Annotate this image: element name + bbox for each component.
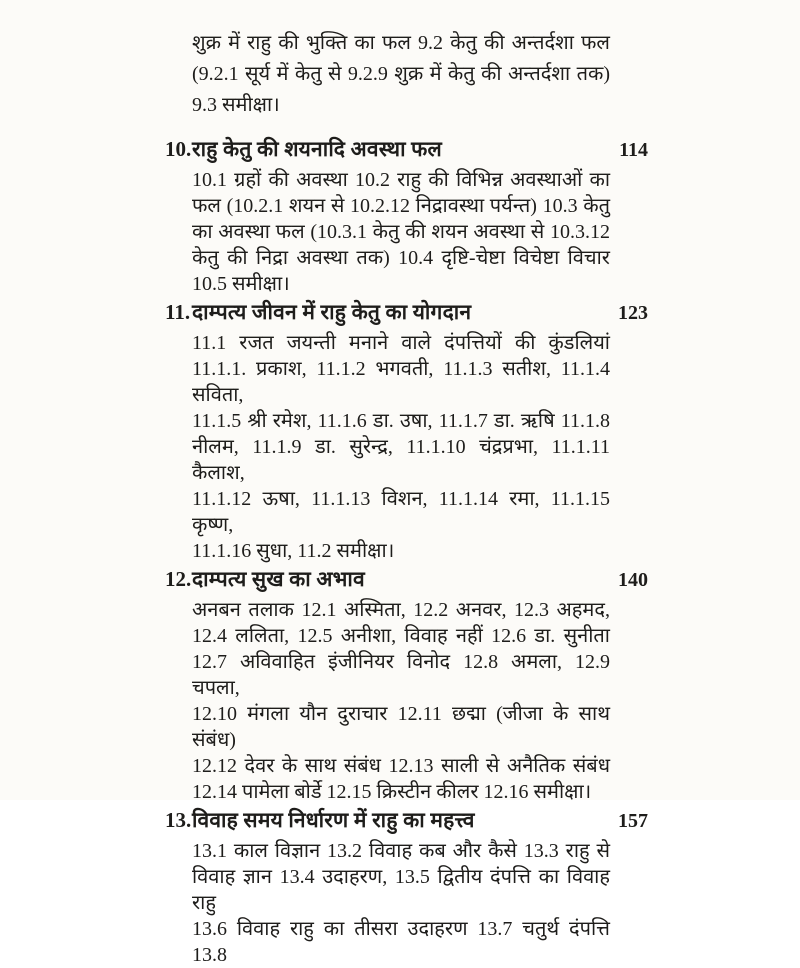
text-line: 9.3 समीक्षा। (192, 94, 280, 116)
chapter-subsections (192, 330, 610, 564)
chapter-number: 12. (165, 567, 192, 591)
text-line: केतु की निद्रा अवस्था तक) 10.4 दृष्टि-चेष्टा विचेष्टा विचार (192, 247, 610, 269)
toc-entry-heading (165, 566, 648, 594)
text-line: फल (10.2.1 शयन से 10.2.12 निद्रावस्था पर्यन्त) 10.3 केतु (192, 195, 610, 217)
text-line: 12.10 मंगला यौन दुराचार 12.11 छद्मा (जीजा के साथ संबंध) (192, 703, 610, 751)
text-line: 11.1 रजत जयन्ती मनाने वाले दंपत्तियों की कुंडलियां (192, 332, 610, 354)
toc-entry-10 (165, 136, 648, 297)
chapter-subsections (192, 167, 610, 297)
chapter-number: 11. (165, 300, 191, 324)
text-line: 13.1 काल विज्ञान 13.2 विवाह कब और कैसे 13.3 राहु से (192, 840, 610, 862)
page-number: 157 (618, 810, 648, 832)
chapter-title: दाम्पत्य जीवन में राहु केतु का योगदान (192, 300, 472, 324)
text-line: का अवस्था फल (10.3.1 केतु की शयन अवस्था से 10.3.12 (192, 221, 610, 243)
chapter-subsections (192, 838, 610, 968)
text-line: 12.12 देवर के साथ संबंध 12.13 साली से अनैतिक संबंध (192, 755, 610, 777)
text-line: 13.6 विवाह राहु का तीसरा उदाहरण 13.7 चतुर्थ दंपत्ति 13.8 (192, 918, 610, 966)
text-line: 10.1 ग्रहों की अवस्था 10.2 राहु की विभिन्न अवस्थाओं का (192, 169, 610, 191)
text-line: 12.4 ललिता, 12.5 अनीशा, विवाह नहीं 12.6 डा. सुनीता (192, 625, 610, 647)
text-line: (9.2.1 सूर्य में केतु से 9.2.9 शुक्र में केतु की अन्तर्दशा तक) (192, 63, 610, 85)
chapter-subsections (192, 597, 610, 805)
text-line: नीलम, 11.1.9 डा. सुरेन्द्र, 11.1.10 चंद्रप्रभा, 11.1.11 कैलाश, (192, 436, 610, 484)
page-number: 114 (619, 139, 648, 161)
text-line: 11.1.16 सुधा, 11.2 समीक्षा। (192, 540, 395, 562)
text-line: 12.14 पामेला बोर्डे 12.15 क्रिस्टीन कीलर 12.16 समीक्षा। (192, 781, 592, 803)
toc-entry-11 (165, 299, 648, 564)
toc-entry-13 (165, 807, 648, 968)
chapter-title: राहु केतु की शयनादि अवस्था फल (192, 137, 442, 161)
toc-entry-12 (165, 566, 648, 805)
text-line: 11.1.5 श्री रमेश, 11.1.6 डा. उषा, 11.1.7 डा. ऋषि 11.1.8 (192, 410, 610, 432)
chapter-title: दाम्पत्य सुख का अभाव (192, 567, 365, 591)
text-line: 11.1.1. प्रकाश, 11.1.2 भगवती, 11.1.3 सतीश, 11.1.4 सविता, (192, 358, 610, 406)
chapter-number: 13. (165, 808, 192, 832)
toc-entry-heading (165, 807, 648, 835)
page-number: 123 (618, 302, 648, 324)
text-line: शुक्र में राहु की भुक्ति का फल 9.2 केतु की अन्तर्दशा फल (192, 32, 610, 54)
text-line: अनबन तलाक 12.1 अस्मिता, 12.2 अनवर, 12.3 अहमद, (192, 599, 610, 621)
text-line: विवाह ज्ञान 13.4 उदाहरण, 13.5 द्वितीय दंपत्ति का विवाह राहु (192, 866, 610, 914)
page-number: 140 (618, 569, 648, 591)
toc-entry-heading (165, 299, 648, 327)
text-line: 10.5 समीक्षा। (192, 273, 290, 295)
toc-entry-heading (165, 136, 648, 164)
chapter-title: विवाह समय निर्धारण में राहु का महत्त्व (192, 808, 475, 832)
chapter-9-continuation-paragraph (192, 28, 610, 121)
chapter-number: 10. (165, 137, 192, 161)
text-line: 12.7 अविवाहित इंजीनियर विनोद 12.8 अमला, 12.9 चपला, (192, 651, 610, 699)
toc-content (165, 28, 648, 968)
text-line: 11.1.12 ऊषा, 11.1.13 विशन, 11.1.14 रमा, 11.1.15 कृष्ण, (192, 488, 610, 536)
